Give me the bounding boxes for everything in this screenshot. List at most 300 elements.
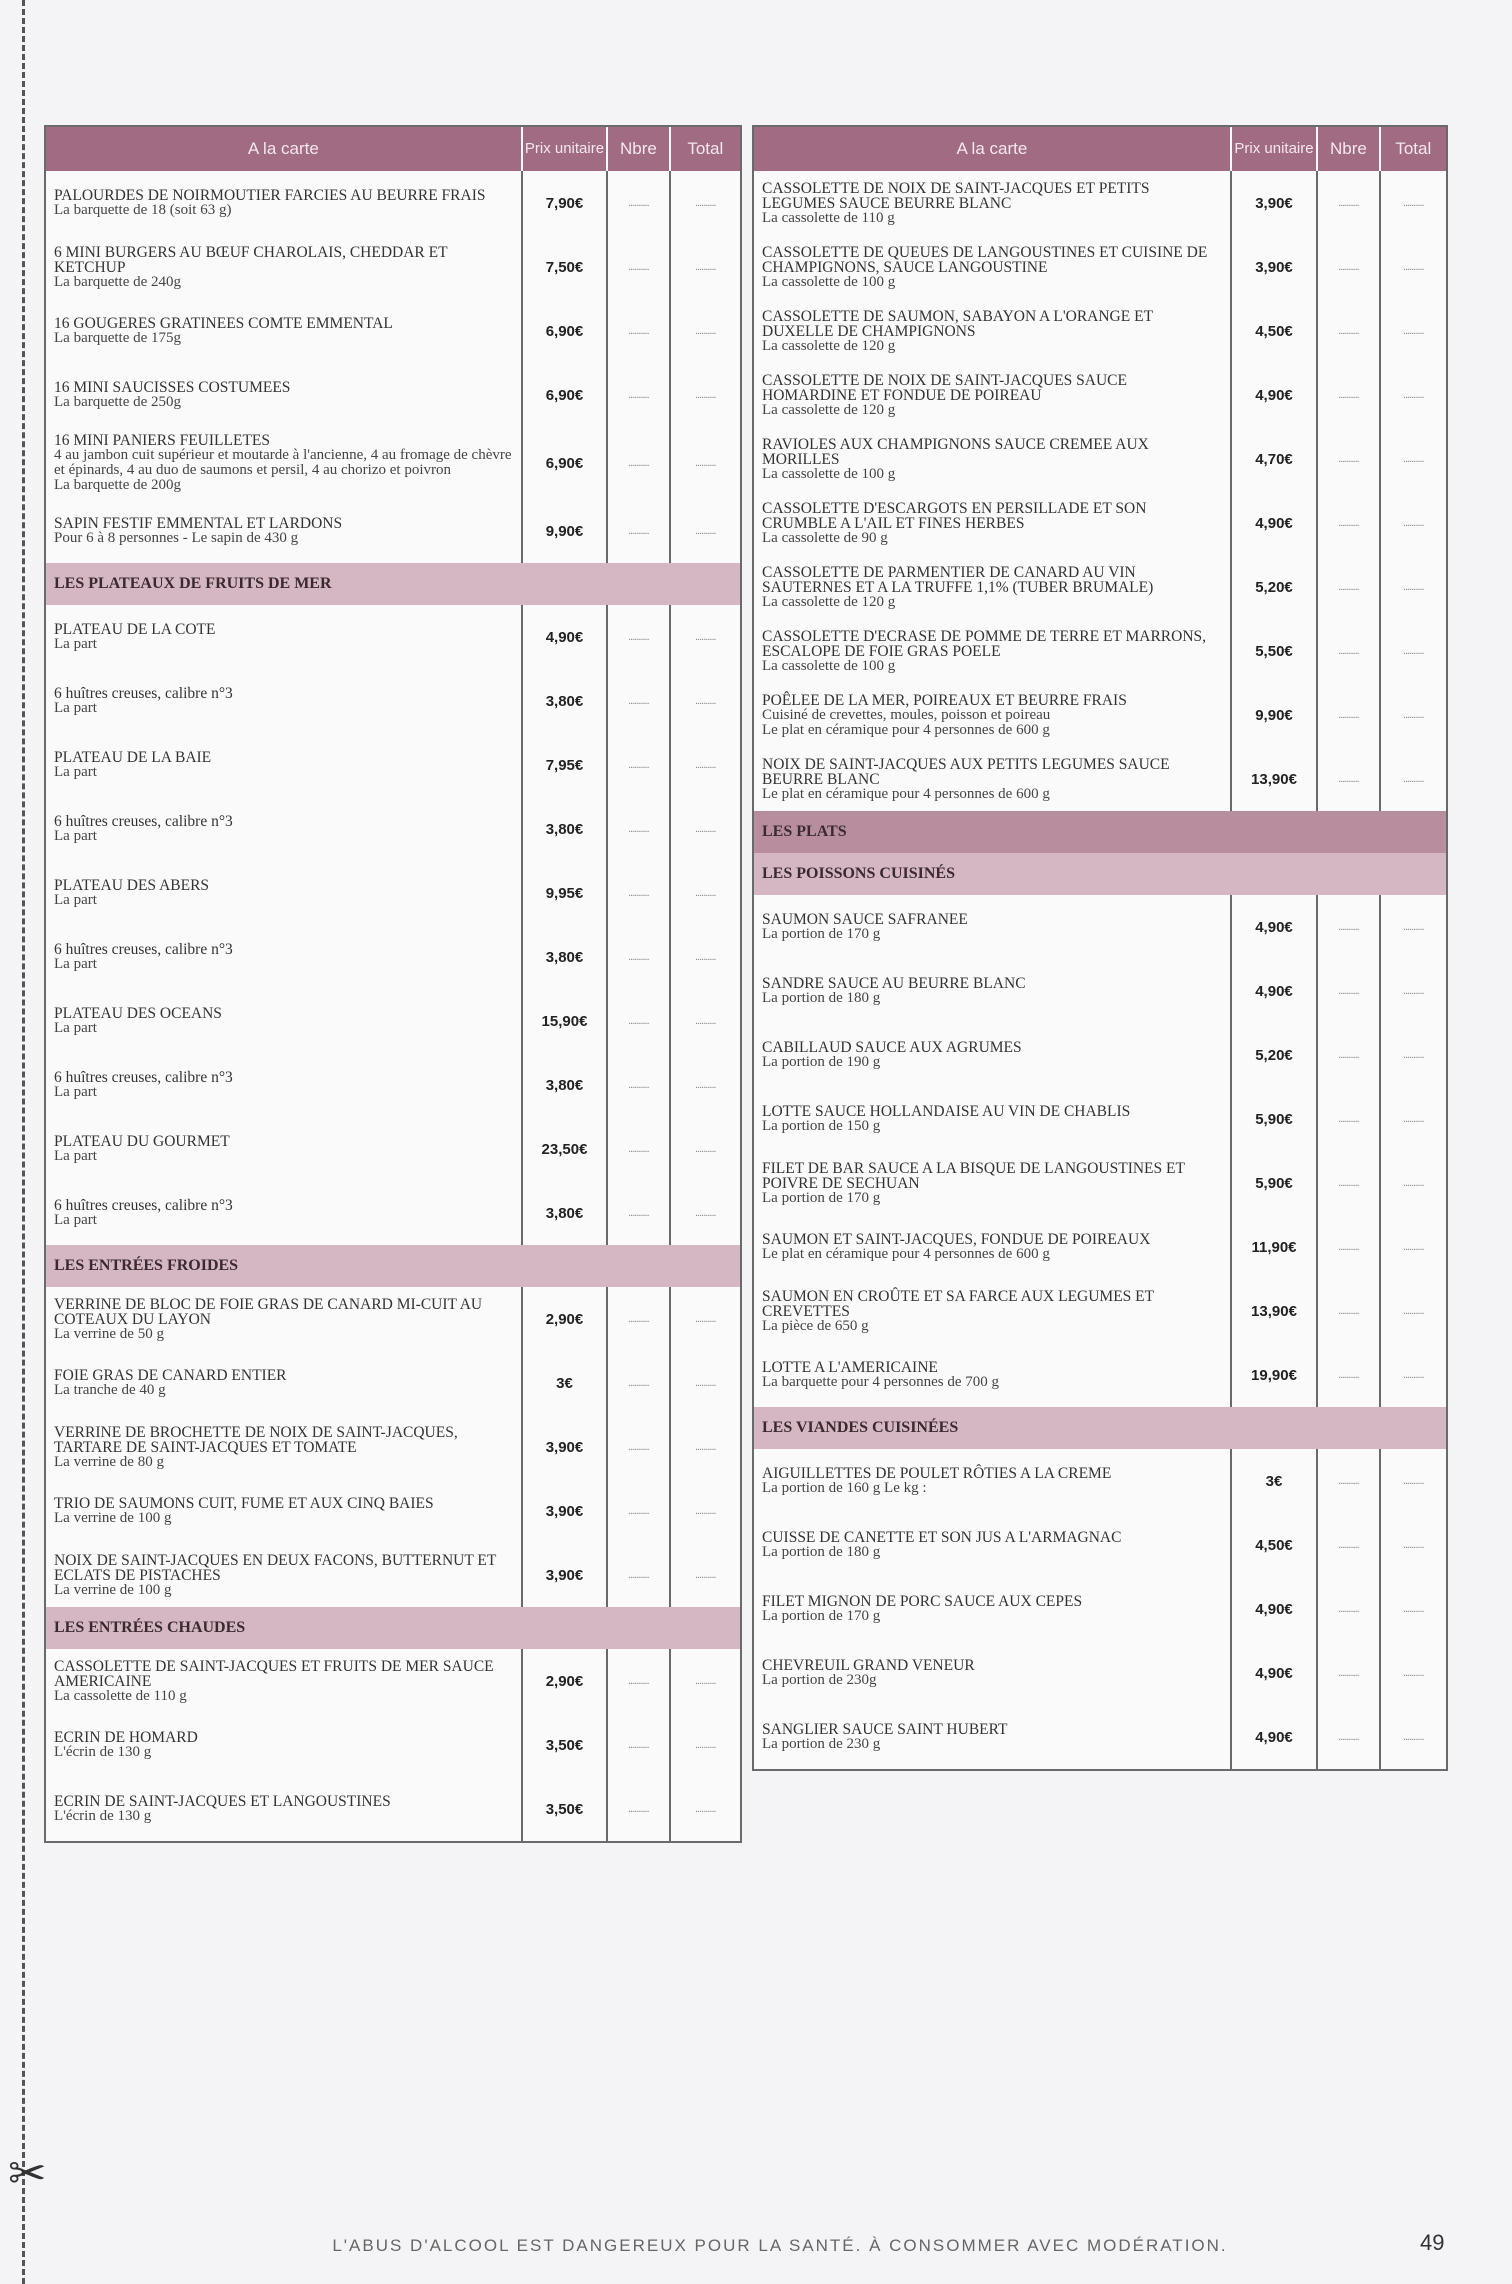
dish-name: TRIO DE SAUMONS CUIT, FUME ET AUX CINQ BAIES bbox=[54, 1495, 434, 1512]
menu-item-row bbox=[46, 1181, 740, 1245]
total-field[interactable]: .......... bbox=[1403, 325, 1424, 337]
unit-price: 9,90€ bbox=[522, 499, 607, 563]
menu-item-row bbox=[46, 363, 740, 427]
dish-name: 6 huîtres creuses, calibre n°3 bbox=[54, 1069, 233, 1086]
dish-description: La cassolette de 100 g bbox=[762, 273, 896, 290]
header-a-la-carte: A la carte bbox=[46, 127, 522, 171]
dish-description: La barquette de 240g bbox=[54, 273, 182, 290]
quantity-field[interactable]: .......... bbox=[607, 1415, 669, 1479]
dish-name: NOIX DE SAINT-JACQUES EN DEUX FACONS, BUTTERNUT ET ECLATS DE PISTACHES bbox=[54, 1551, 497, 1584]
quantity-field[interactable]: .......... bbox=[607, 1713, 669, 1777]
unit-price: 4,50€ bbox=[1231, 1513, 1318, 1577]
dish-description: Le plat en céramique pour 4 personnes de 600 g bbox=[762, 785, 1050, 802]
dish-description: La cassolette de 110 g bbox=[762, 209, 895, 226]
dish-description: Le plat en céramique pour 4 personnes de 600 g bbox=[762, 721, 1050, 738]
dish-cell bbox=[46, 1777, 522, 1841]
dish-description: L'écrin de 130 g bbox=[54, 1808, 152, 1824]
quantity-field[interactable]: .......... bbox=[607, 669, 669, 733]
section-header bbox=[46, 1245, 740, 1287]
menu-item-row bbox=[754, 363, 1446, 427]
dish-name: VERRINE DE BROCHETTE DE NOIX DE SAINT-JACQUES, TARTARE DE SAINT-JACQUES ET TOMATE bbox=[54, 1423, 458, 1456]
dish-cell bbox=[754, 235, 1231, 299]
quantity-field[interactable]: .......... bbox=[607, 1543, 669, 1607]
dish-description: La portion de 150 g bbox=[762, 1118, 881, 1134]
alcohol-warning: L'ABUS D'ALCOOL EST DANGEREUX POUR LA SANTÉ. À CONSOMMER AVEC MODÉRATION. bbox=[332, 2236, 1228, 2255]
quantity-field[interactable]: .......... bbox=[1317, 1705, 1379, 1769]
unit-price: 13,90€ bbox=[1231, 747, 1318, 811]
menu-item-row bbox=[46, 1415, 740, 1479]
dish-cell bbox=[46, 1479, 522, 1543]
total-field[interactable]: .......... bbox=[1403, 645, 1424, 657]
dish-name: VERRINE DE BLOC DE FOIE GRAS DE CANARD MI-CUIT AU COTEAUX DU LAYON bbox=[54, 1295, 483, 1328]
total-field[interactable]: .......... bbox=[1403, 1305, 1424, 1317]
quantity-field[interactable]: .......... bbox=[607, 797, 669, 861]
total-field[interactable]: .......... bbox=[695, 1441, 716, 1453]
unit-price: 3,90€ bbox=[522, 1415, 607, 1479]
dish-name: SANGLIER SAUCE SAINT HUBERT bbox=[762, 1721, 1008, 1738]
unit-price: 6,90€ bbox=[522, 363, 607, 427]
menu-item-row bbox=[46, 1543, 740, 1607]
dish-description: La barquette de 200g bbox=[54, 477, 182, 493]
total-field[interactable]: .......... bbox=[695, 1313, 716, 1325]
menu-item-row bbox=[754, 171, 1446, 235]
total-field[interactable]: .......... bbox=[1403, 921, 1424, 933]
total-field[interactable]: .......... bbox=[695, 1569, 716, 1581]
section-title: LES PLATS bbox=[754, 811, 1446, 853]
dish-cell bbox=[46, 1649, 522, 1713]
menu-item-row bbox=[46, 1351, 740, 1415]
dish-cell bbox=[754, 895, 1231, 959]
quantity-field[interactable]: .......... bbox=[607, 235, 669, 299]
unit-price: 3,90€ bbox=[1231, 235, 1318, 299]
menu-item-row bbox=[754, 1449, 1446, 1513]
dish-name: SAUMON EN CROÛTE ET SA FARCE AUX LEGUMES ET CREVETTES bbox=[762, 1287, 1154, 1320]
total-field[interactable]: .......... bbox=[1403, 709, 1424, 721]
total-field[interactable]: .......... bbox=[1403, 773, 1424, 785]
total-field[interactable]: .......... bbox=[1403, 1731, 1424, 1743]
dish-description: Le plat en céramique pour 4 personnes de 600 g bbox=[762, 1246, 1050, 1262]
section-title: LES PLATEAUX DE FRUITS DE MER bbox=[46, 563, 740, 605]
total-field[interactable]: .......... bbox=[695, 325, 716, 337]
section-title: LES ENTRÉES CHAUDES bbox=[46, 1607, 740, 1649]
menu-item-row bbox=[46, 171, 740, 235]
menu-item-row bbox=[754, 1705, 1446, 1769]
dish-cell bbox=[46, 925, 522, 989]
menu-item-row bbox=[754, 1151, 1446, 1215]
total-field[interactable]: .......... bbox=[695, 1015, 716, 1027]
total-field[interactable]: .......... bbox=[1403, 1113, 1424, 1125]
unit-price: 5,20€ bbox=[1231, 555, 1318, 619]
dish-description: La portion de 160 g Le kg : bbox=[762, 1480, 927, 1496]
dish-description: La tranche de 40 g bbox=[54, 1382, 166, 1398]
dish-name: SAPIN FESTIF EMMENTAL ET LARDONS bbox=[54, 515, 343, 532]
menu-item-row bbox=[46, 605, 740, 669]
dish-description: Cuisiné de crevettes, moules, poisson et poireau bbox=[762, 706, 1051, 723]
total-field[interactable]: .......... bbox=[1403, 1049, 1424, 1061]
table-header bbox=[754, 127, 1446, 171]
quantity-field[interactable]: .......... bbox=[607, 1649, 669, 1713]
dish-name: 6 huîtres creuses, calibre n°3 bbox=[54, 813, 233, 830]
dish-cell bbox=[754, 1279, 1231, 1343]
dish-cell bbox=[46, 669, 522, 733]
menu-table-left bbox=[46, 127, 740, 1841]
page-number: 49 bbox=[1420, 2230, 1445, 2255]
quantity-field[interactable]: .......... bbox=[1317, 1449, 1379, 1513]
menu-item-row bbox=[46, 1053, 740, 1117]
total-field[interactable]: .......... bbox=[695, 1739, 716, 1751]
dish-name: CASSOLETTE DE NOIX DE SAINT-JACQUES SAUCE HOMARDINE ET FONDUE DE POIREAU bbox=[762, 371, 1127, 404]
header-a-la-carte: A la carte bbox=[754, 127, 1231, 171]
total-field[interactable]: .......... bbox=[1403, 1177, 1424, 1189]
menu-item-row bbox=[46, 797, 740, 861]
quantity-field[interactable]: .......... bbox=[607, 989, 669, 1053]
dish-cell bbox=[46, 1287, 522, 1351]
menu-item-row bbox=[46, 235, 740, 299]
quantity-field[interactable]: .......... bbox=[607, 1053, 669, 1117]
unit-price: 3,90€ bbox=[1231, 171, 1318, 235]
quantity-field[interactable]: .......... bbox=[607, 1287, 669, 1351]
total-field[interactable]: .......... bbox=[695, 1207, 716, 1219]
dish-name: POÊLEE DE LA MER, POIREAUX ET BEURRE FRAIS bbox=[762, 691, 1127, 709]
total-field[interactable]: .......... bbox=[695, 695, 716, 707]
dish-name: 6 MINI BURGERS AU BŒUF CHAROLAIS, CHEDDAR ET KETCHUP bbox=[54, 243, 448, 276]
total-field[interactable]: .......... bbox=[695, 1505, 716, 1517]
dish-cell bbox=[754, 959, 1231, 1023]
dish-description: La barquette pour 4 personnes de 700 g bbox=[762, 1374, 1000, 1390]
menu-item-row bbox=[754, 235, 1446, 299]
total-field[interactable]: .......... bbox=[1403, 1369, 1424, 1381]
section-header bbox=[46, 1607, 740, 1649]
quantity-field[interactable]: .......... bbox=[607, 1181, 669, 1245]
unit-price: 7,95€ bbox=[522, 733, 607, 797]
section-title: LES VIANDES CUISINÉES bbox=[754, 1407, 1446, 1449]
unit-price: 3,50€ bbox=[522, 1777, 607, 1841]
dish-name: PLATEAU DU GOURMET bbox=[54, 1133, 230, 1150]
total-field[interactable]: .......... bbox=[695, 1377, 716, 1389]
quantity-field[interactable]: .......... bbox=[1317, 1343, 1379, 1407]
dish-name: FILET DE BAR SAUCE A LA BISQUE DE LANGOUSTINES ET POIVRE DE SECHUAN bbox=[762, 1159, 1185, 1192]
quantity-field[interactable]: .......... bbox=[1317, 619, 1379, 683]
dish-description: La cassolette de 120 g bbox=[762, 401, 896, 418]
dish-name: SAUMON ET SAINT-JACQUES, FONDUE DE POIREAUX bbox=[762, 1231, 1151, 1248]
quantity-field[interactable]: .......... bbox=[1317, 1513, 1379, 1577]
unit-price: 4,50€ bbox=[1231, 299, 1318, 363]
total-field[interactable]: .......... bbox=[1403, 517, 1424, 529]
quantity-field[interactable]: .......... bbox=[607, 1117, 669, 1181]
dish-description: La verrine de 100 g bbox=[54, 1510, 172, 1526]
dish-cell bbox=[46, 171, 522, 235]
quantity-field[interactable]: .......... bbox=[1317, 1151, 1379, 1215]
dish-name: 6 huîtres creuses, calibre n°3 bbox=[54, 685, 233, 702]
dish-name: LOTTE A L'AMERICAINE bbox=[762, 1359, 938, 1376]
dish-description: Pour 6 à 8 personnes - Le sapin de 430 g bbox=[54, 530, 299, 546]
total-field[interactable]: .......... bbox=[1403, 1539, 1424, 1551]
menu-item-row bbox=[754, 683, 1446, 747]
dish-cell bbox=[46, 733, 522, 797]
total-field[interactable]: .......... bbox=[695, 1803, 716, 1815]
unit-price: 7,90€ bbox=[522, 171, 607, 235]
dish-name: RAVIOLES AUX CHAMPIGNONS SAUCE CREMEE AUX MORILLES bbox=[762, 435, 1149, 468]
dish-name: CASSOLETTE DE QUEUES DE LANGOUSTINES ET CUISINE DE CHAMPIGNONS, SAUCE LANGOUSTINE bbox=[762, 243, 1208, 276]
unit-price: 3,80€ bbox=[522, 925, 607, 989]
menu-item-row bbox=[46, 733, 740, 797]
total-field[interactable]: .......... bbox=[1403, 581, 1424, 593]
quantity-field[interactable]: .......... bbox=[1317, 235, 1379, 299]
dish-cell bbox=[46, 299, 522, 363]
menu-item-row bbox=[46, 925, 740, 989]
dish-name: 6 huîtres creuses, calibre n°3 bbox=[54, 1197, 233, 1214]
menu-item-row bbox=[46, 1713, 740, 1777]
section-title: LES ENTRÉES FROIDES bbox=[46, 1245, 740, 1287]
quantity-field[interactable]: .......... bbox=[607, 299, 669, 363]
total-field[interactable]: .......... bbox=[1403, 1475, 1424, 1487]
quantity-field[interactable]: .......... bbox=[1317, 1577, 1379, 1641]
menu-item-row bbox=[754, 1215, 1446, 1279]
quantity-field[interactable]: .......... bbox=[1317, 171, 1379, 235]
menu-item-row bbox=[46, 299, 740, 363]
unit-price: 5,90€ bbox=[1231, 1151, 1318, 1215]
unit-price: 3,80€ bbox=[522, 797, 607, 861]
dish-description: La cassolette de 120 g bbox=[762, 593, 896, 610]
dish-description: La barquette de 250g bbox=[54, 394, 182, 410]
dish-name: ECRIN DE HOMARD bbox=[54, 1729, 198, 1746]
dish-description: La portion de 230 g bbox=[762, 1736, 881, 1752]
quantity-field[interactable]: .......... bbox=[1317, 895, 1379, 959]
dish-description: La cassolette de 100 g bbox=[762, 657, 896, 674]
total-field[interactable]: .......... bbox=[1403, 985, 1424, 997]
quantity-field[interactable]: .......... bbox=[1317, 1023, 1379, 1087]
total-field[interactable]: .......... bbox=[695, 1675, 716, 1687]
quantity-field[interactable]: .......... bbox=[607, 733, 669, 797]
dish-description: La verrine de 100 g bbox=[54, 1581, 172, 1598]
unit-price: 4,90€ bbox=[1231, 959, 1318, 1023]
dish-cell bbox=[754, 1087, 1231, 1151]
quantity-field[interactable]: .......... bbox=[1317, 683, 1379, 747]
menu-item-row bbox=[754, 1343, 1446, 1407]
quantity-field[interactable]: .......... bbox=[1317, 299, 1379, 363]
dish-description: La part bbox=[54, 1020, 97, 1036]
quantity-field[interactable]: .......... bbox=[607, 363, 669, 427]
menu-item-row bbox=[754, 1279, 1446, 1343]
unit-price: 3,90€ bbox=[522, 1543, 607, 1607]
menu-item-row bbox=[46, 989, 740, 1053]
header-prix-unitaire: Prix unitaire bbox=[1231, 127, 1318, 171]
dish-name: CUISSE DE CANETTE ET SON JUS A L'ARMAGNAC bbox=[762, 1529, 1122, 1546]
menu-item-row bbox=[754, 619, 1446, 683]
dish-description: La barquette de 175g bbox=[54, 330, 182, 346]
total-field[interactable]: .......... bbox=[695, 261, 716, 273]
menu-rows-left bbox=[46, 171, 740, 1841]
unit-price: 4,90€ bbox=[1231, 491, 1318, 555]
unit-price: 3,50€ bbox=[522, 1713, 607, 1777]
menu-item-row bbox=[46, 1287, 740, 1351]
unit-price: 4,90€ bbox=[522, 605, 607, 669]
dish-description: L'écrin de 130 g bbox=[54, 1744, 152, 1760]
dish-description: La cassolette de 110 g bbox=[54, 1687, 187, 1704]
dish-name: NOIX DE SAINT-JACQUES AUX PETITS LEGUMES SAUCE BEURRE BLANC bbox=[762, 755, 1170, 788]
menu-item-row bbox=[754, 1023, 1446, 1087]
dish-name: CABILLAUD SAUCE AUX AGRUMES bbox=[762, 1039, 1022, 1056]
header-total: Total bbox=[670, 127, 740, 171]
unit-price: 5,90€ bbox=[1231, 1087, 1318, 1151]
unit-price: 4,90€ bbox=[1231, 1705, 1318, 1769]
unit-price: 3€ bbox=[1231, 1449, 1318, 1513]
total-field[interactable]: .......... bbox=[695, 197, 716, 209]
menu-item-row bbox=[46, 669, 740, 733]
dish-name: ECRIN DE SAINT-JACQUES ET LANGOUSTINES bbox=[54, 1793, 391, 1810]
dish-name: 16 MINI PANIERS FEUILLETES bbox=[54, 432, 271, 449]
quantity-field[interactable]: .......... bbox=[607, 499, 669, 563]
dish-description: La pièce de 650 g bbox=[762, 1317, 869, 1334]
dish-name: SANDRE SAUCE AU BEURRE BLANC bbox=[762, 975, 1026, 992]
quantity-field[interactable]: .......... bbox=[607, 605, 669, 669]
dish-cell bbox=[46, 1713, 522, 1777]
total-field[interactable]: .......... bbox=[695, 951, 716, 963]
total-field[interactable]: .......... bbox=[1403, 453, 1424, 465]
dish-description: La part bbox=[54, 700, 97, 716]
quantity-field[interactable]: .......... bbox=[607, 1479, 669, 1543]
unit-price: 2,90€ bbox=[522, 1649, 607, 1713]
total-field[interactable]: .......... bbox=[695, 759, 716, 771]
dish-description: La cassolette de 100 g bbox=[762, 465, 896, 482]
quantity-field[interactable]: .......... bbox=[1317, 747, 1379, 811]
menu-item-row bbox=[46, 1479, 740, 1543]
dish-description: La cassolette de 90 g bbox=[762, 529, 888, 546]
dish-cell bbox=[46, 1181, 522, 1245]
dish-name: FILET MIGNON DE PORC SAUCE AUX CEPES bbox=[762, 1593, 1083, 1610]
quantity-field[interactable]: .......... bbox=[1317, 1087, 1379, 1151]
dish-description: La portion de 180 g bbox=[762, 990, 881, 1006]
dish-cell bbox=[46, 605, 522, 669]
total-field[interactable]: .......... bbox=[1403, 389, 1424, 401]
menu-item-row bbox=[46, 861, 740, 925]
quantity-field[interactable]: .......... bbox=[1317, 1641, 1379, 1705]
dish-description: La portion de 180 g bbox=[762, 1544, 881, 1560]
quantity-field[interactable]: .......... bbox=[1317, 555, 1379, 619]
total-field[interactable]: .......... bbox=[1403, 1667, 1424, 1679]
quantity-field[interactable]: .......... bbox=[1317, 427, 1379, 491]
unit-price: 5,50€ bbox=[1231, 619, 1318, 683]
section-title: LES POISSONS CUISINÉS bbox=[754, 853, 1446, 895]
quantity-field[interactable]: .......... bbox=[607, 925, 669, 989]
dish-description: La verrine de 50 g bbox=[54, 1325, 164, 1342]
quantity-field[interactable]: .......... bbox=[1317, 363, 1379, 427]
menu-item-row bbox=[754, 1513, 1446, 1577]
section-header bbox=[46, 563, 740, 605]
dish-description: 4 au jambon cuit supérieur et moutarde à l'ancienne, 4 au fromage de chèvre et épinards, 4 au duo de saumons et persil, 4 au chorizo et poivron bbox=[54, 447, 512, 478]
menu-item-row bbox=[46, 427, 740, 499]
dish-cell bbox=[46, 797, 522, 861]
total-field[interactable]: .......... bbox=[695, 457, 716, 469]
dish-name: PLATEAU DE LA COTE bbox=[54, 621, 216, 638]
quantity-field[interactable]: .......... bbox=[1317, 959, 1379, 1023]
unit-price: 23,50€ bbox=[522, 1117, 607, 1181]
total-field[interactable]: .......... bbox=[695, 823, 716, 835]
dish-name: CHEVREUIL GRAND VENEUR bbox=[762, 1657, 975, 1674]
unit-price: 7,50€ bbox=[522, 235, 607, 299]
dish-cell bbox=[754, 1513, 1231, 1577]
total-field[interactable]: .......... bbox=[1403, 197, 1424, 209]
dish-name: PALOURDES DE NOIRMOUTIER FARCIES AU BEURRE FRAIS bbox=[54, 187, 486, 204]
menu-item-row bbox=[754, 1087, 1446, 1151]
unit-price: 3€ bbox=[522, 1351, 607, 1415]
unit-price: 4,90€ bbox=[1231, 1641, 1318, 1705]
dish-description: La portion de 230g bbox=[762, 1672, 877, 1688]
unit-price: 9,95€ bbox=[522, 861, 607, 925]
dish-description: La part bbox=[54, 828, 97, 844]
quantity-field[interactable]: .......... bbox=[607, 171, 669, 235]
quantity-field[interactable]: .......... bbox=[1317, 491, 1379, 555]
dish-cell bbox=[754, 1343, 1231, 1407]
quantity-field[interactable]: .......... bbox=[607, 427, 669, 499]
unit-price: 5,20€ bbox=[1231, 1023, 1318, 1087]
dish-description: La part bbox=[54, 1084, 97, 1100]
dish-name: CASSOLETTE DE SAINT-JACQUES ET FRUITS DE MER SAUCE AMERICAINE bbox=[54, 1657, 494, 1690]
menu-item-row bbox=[46, 1777, 740, 1841]
dish-cell bbox=[754, 1151, 1231, 1215]
total-field[interactable]: .......... bbox=[1403, 1241, 1424, 1253]
dish-cell bbox=[46, 427, 522, 499]
quantity-field[interactable]: .......... bbox=[1317, 1279, 1379, 1343]
dish-name: LOTTE SAUCE HOLLANDAISE AU VIN DE CHABLIS bbox=[762, 1103, 1131, 1120]
menu-item-row bbox=[46, 499, 740, 563]
total-field[interactable]: .......... bbox=[695, 631, 716, 643]
total-field[interactable]: .......... bbox=[1403, 261, 1424, 273]
dish-description: La portion de 170 g bbox=[762, 1608, 881, 1624]
dish-cell bbox=[46, 499, 522, 563]
dish-cell bbox=[754, 619, 1231, 683]
dish-cell bbox=[754, 171, 1231, 235]
menu-item-row bbox=[754, 1577, 1446, 1641]
header-nbre: Nbre bbox=[607, 127, 669, 171]
menu-column-left bbox=[44, 125, 742, 1843]
total-field[interactable]: .......... bbox=[1403, 1603, 1424, 1615]
quantity-field[interactable]: .......... bbox=[607, 1777, 669, 1841]
dish-cell bbox=[754, 1449, 1231, 1513]
total-field[interactable]: .......... bbox=[695, 1143, 716, 1155]
quantity-field[interactable]: .......... bbox=[607, 1351, 669, 1415]
unit-price: 2,90€ bbox=[522, 1287, 607, 1351]
quantity-field[interactable]: .......... bbox=[607, 861, 669, 925]
total-field[interactable]: .......... bbox=[695, 389, 716, 401]
menu-item-row bbox=[754, 491, 1446, 555]
dish-name: CASSOLETTE DE PARMENTIER DE CANARD AU VIN SAUTERNES ET A LA TRUFFE 1,1% (TUBER BRUMALE) bbox=[762, 563, 1154, 596]
menu-item-row bbox=[46, 1117, 740, 1181]
total-field[interactable]: .......... bbox=[695, 887, 716, 899]
dish-cell bbox=[46, 1543, 522, 1607]
unit-price: 6,90€ bbox=[522, 427, 607, 499]
total-field[interactable]: .......... bbox=[695, 525, 716, 537]
dish-cell bbox=[46, 1351, 522, 1415]
menu-item-row bbox=[754, 555, 1446, 619]
dish-description: La part bbox=[54, 1212, 97, 1228]
menu-item-row bbox=[754, 895, 1446, 959]
menu-item-row bbox=[754, 959, 1446, 1023]
dish-description: La cassolette de 120 g bbox=[762, 337, 896, 354]
section-header bbox=[754, 1407, 1446, 1449]
dish-cell bbox=[754, 683, 1231, 747]
quantity-field[interactable]: .......... bbox=[1317, 1215, 1379, 1279]
dish-name: 16 MINI SAUCISSES COSTUMEES bbox=[54, 379, 291, 396]
menu-rows-right bbox=[754, 171, 1446, 1769]
menu-item-row bbox=[754, 299, 1446, 363]
dish-cell bbox=[754, 1215, 1231, 1279]
unit-price: 3,80€ bbox=[522, 1053, 607, 1117]
dish-cell bbox=[754, 1577, 1231, 1641]
total-field[interactable]: .......... bbox=[695, 1079, 716, 1091]
unit-price: 3,90€ bbox=[522, 1479, 607, 1543]
unit-price: 15,90€ bbox=[522, 989, 607, 1053]
